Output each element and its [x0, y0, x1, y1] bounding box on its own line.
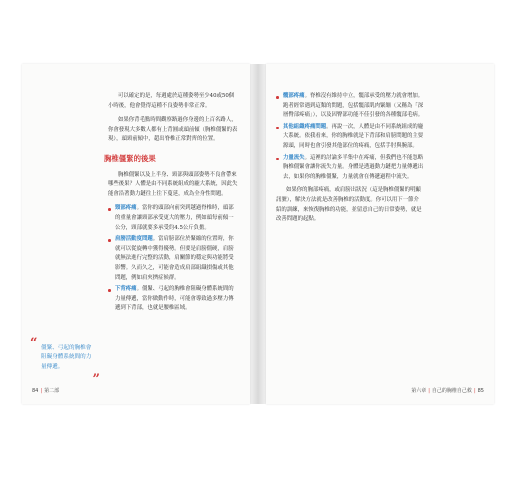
footer-chapter: 第六章 [411, 388, 427, 394]
list-item [276, 92, 424, 121]
footer-title: 自己的胸椎自己救 [431, 388, 472, 394]
open-quote-icon: “ [30, 336, 38, 351]
footer-separator: | [428, 388, 430, 394]
list-term: 髖部疼痛 [283, 93, 305, 99]
list-text: 。當肩膀部位於緊縮的位置時，你就可以從旋轉中獲得優勢。但要是肩膀僵硬，肩膀就無法進行完整的活動，肩關節的穩定與功能將受影響。久而久之，可能會造成肩部組織損傷或其他問題，例如肩夾擠症候群。 [115, 236, 234, 281]
list-item [108, 235, 238, 283]
list-text: 。當你的頭部向前突到越過脊椎時，頭部的重量會讓頸部承受更大的壓力，例如頭每前傾一公分，頸部就要多承受約4.5公斤負擔。 [115, 205, 234, 231]
list-term: 肩膀活動度問題 [115, 236, 153, 243]
left-text-column [104, 92, 238, 318]
list-text: 。脊椎沒有維持中立，髖部承受的壓力就會增加。跑者經常遇到這類的問題，包括髖部肌肉緊繃（又稱為「深層臀部疼痛」），以及因臀部功能不佳引發的各種髖部毛病。 [283, 93, 424, 119]
list-term: 其他組織疼痛問題 [283, 123, 327, 130]
close-quote-icon: ” [92, 372, 100, 388]
page-number: 85 [477, 388, 484, 394]
footer-separator: | [40, 388, 43, 394]
section-heading: 胸椎僵緊的後果 [104, 153, 156, 163]
list-term: 力量流失 [283, 154, 305, 161]
pull-quote [30, 336, 100, 388]
list-term: 下背疼痛 [115, 286, 137, 293]
list-term: 頸部疼痛 [115, 205, 137, 212]
page-footer [32, 387, 59, 394]
pull-quote-text: 僵緊、弓起的胸椎會阻礙身體系統間的力量傳遞。 [41, 345, 92, 370]
list-item [108, 285, 238, 314]
consequence-list [276, 92, 424, 182]
consequence-list [108, 204, 238, 314]
book-spine [250, 64, 266, 404]
paragraph: 如果你背毛點時間觀察路過你身邊的上百名路人，你會發現大多數人都有上背圓或頭前傾（胸椎僵緊的表現），頭頸前傾中，超出脊椎正常對齊的位置。 [108, 117, 238, 143]
paragraph: 胸椎僵緊以及上半身、頸部與頭部姿勢不良會帶來哪些後果？人體是由不同系統組成的龐大系統，因此失能會沿著動力鏈往上往下蔓延，成為全身性問題。 [108, 171, 238, 197]
list-item [276, 123, 424, 152]
right-page [266, 64, 494, 404]
list-item [276, 154, 424, 183]
page-number: 84 [32, 388, 39, 394]
paragraph: 如果你的胸部疼痛，或肩膀出狀況（這是胸椎僵緊的明顯訊號），解決方法就是改善胸椎的活動度。你可以用下一節介紹的訓練，來恢復胸椎的功能，並留意自己的日常姿勢，就是改善問題的起點。 [276, 187, 422, 223]
page-footer [411, 387, 484, 394]
footer-separator: | [473, 388, 476, 394]
list-text: 。這裡的討論多半集中在疼痛，但我們也不能忽略胸椎僵緊會讓你流失力量。身體是透過動力鏈把力量傳遞出去，如果你的胸椎僵緊，力量就會在傳遞過程中流失。 [283, 154, 424, 180]
left-page [22, 64, 250, 404]
list-text: 。再說一次，人體是由不同系統組成的龐大系統。依我看來，你的胸椎就是下背部和肩膀問題的主要源頭，同時也會引發其他部位的疼痛，包括手肘與腕部。 [283, 123, 424, 149]
paragraph: 可以確定的是，每週處於這種姿勢至少40或50個小時後，他會覺得這種不良姿勢非常正常。 [108, 93, 235, 109]
list-item [108, 204, 238, 233]
right-text-column [276, 92, 424, 230]
footer-section: 第二部 [44, 388, 60, 394]
list-text: 。僵緊、弓起的胸椎會阻礙身體系統間的力量傳遞，當你做動作時，可能會導致過多壓力傳遞到下背部，也就是腰椎區域。 [115, 286, 234, 312]
